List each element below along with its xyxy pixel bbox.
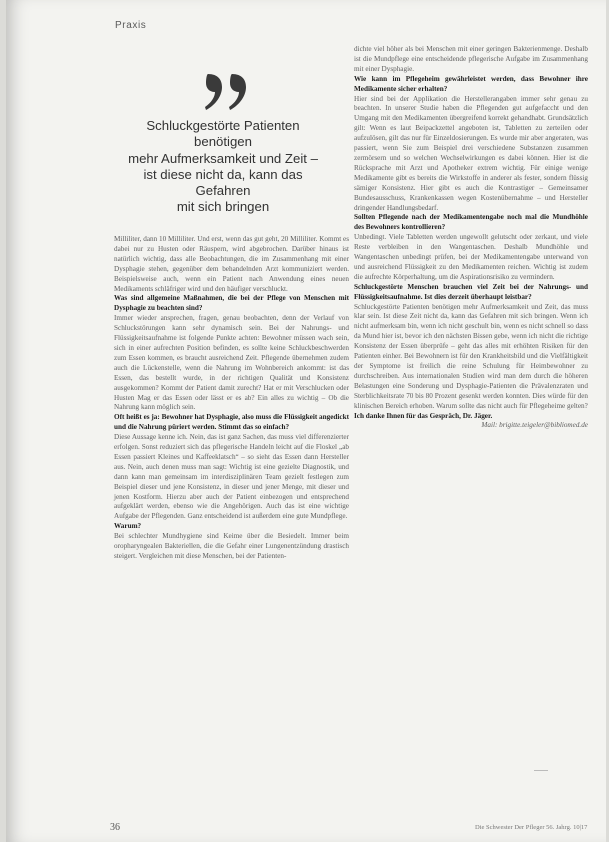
section-label: Praxis <box>115 20 147 31</box>
interview-question: Sollten Pflegende nach der Medikamentengabe noch mal die Mundhöhle des Bewohners kontrollieren? <box>354 213 588 232</box>
pull-quote-line: Schluckgestörte Patienten benötigen <box>146 118 300 150</box>
body-paragraph: Diese Aussage kenne ich. Nein, das ist ganz Sachen, das muss viel differenzierter erfolgen. Sonst reduziert sich das pflegerische Handeln leicht auf die Floskel „ab Essen passiert Kleines und Kaffeeklatsch“ – so sieht das Essen dann Hersteller aus. Nein, auch denen muss man sagt: Wichtig ist eine gezielte Diagnostik, und dann kann man gemeinsam im interdisziplinären Team gezielt festlegen zum Beispiel dieser und jene Konsistenz, in dieser und jener Menge, mit dieser und jenen Kostform. Hierzu aber auch der Patient einbezogen und entsprechend aufgeklärt werden, ebenso wie die Angehörigen. Auch das ist eine wichtige Aufgabe der Pflegenden. Ganz entscheidend ist außerdem eine gute Mundpflege. <box>114 433 349 521</box>
interview-question: Schluckgestörte Menschen brauchen viel Zeit bei der Nahrungs- und Flüssigkeitsaufnahme. Ist dies derzeit überhaupt leistbar? <box>354 282 588 301</box>
pull-quote-line: mehr Aufmerksamkeit und Zeit – <box>128 150 318 166</box>
interview-question: Was sind allgemeine Maßnahmen, die bei der Pflege von Menschen mit Dysphagie zu beachten sind? <box>114 294 349 313</box>
article-column-left <box>114 235 349 562</box>
closing-line: Ich danke Ihnen für das Gespräch, Dr. Jäger. <box>354 411 493 420</box>
body-paragraph: dichte viel höher als bei Menschen mit einer geringen Bakterienmenge. Deshalb ist die Mundpflege eine entscheidende pflegerische Aufgabe im Zusammenhang mit einer Dysphagie. <box>354 45 588 73</box>
author-email: Mail: brigitte.teigeler@bibliomed.de <box>481 421 588 430</box>
interview-question: Warum? <box>114 522 142 531</box>
pull-quote-line: ist diese nicht da, kann das Gefahren <box>143 166 303 199</box>
body-paragraph: Unbedingt. Viele Tabletten werden ungewollt gelutscht oder zerkaut, und viele Reste verbleiben in den Wangentaschen. Deshalb Mundhöhle und Wangentaschen unbedingt prüfen, bei der Medikamentengabe unterwand von und ausreichend Flüssigkeit zu den Medikamenten reichen. Wichtig ist zudem die aufrechte Körperhaltung, um die Aspirationsrisiko zu vermindern. <box>354 233 588 281</box>
pull-quote-line: mit sich bringen <box>176 199 270 215</box>
body-paragraph: Hier sind bei der Applikation die Herstellerangaben immer sehr genau zu beachten. In unserer Studie haben die Pflegenden gut aufgefaccht und den Umgang mit den Medikamenten übergreifend korrekt gehandhabt. Grundsätzlich gilt: Wenn es laut Beipackzettel angeboten ist, Tabletten zu zerteilen oder aufzulösen, gilt das nur für Einzeldosierungen. Es wurde mir aber angeraten, was passiert, wenn Sie zum Beispiel drei verschiedene Substanzen zusammen zermörsern und so welchen Wechselwirkungen es dabei können. Hier ist die Rücksprache mit Arzt und Apotheker extrem wichtig. Für einige wenige Medikamente gibt es bereits die Wirkstoffe in anderer als fester, sondern flüssig sämiger Konsistenz. Hier gibt es auch die Kontrastiger – Gemeinsamer Bundesausschuss, Krankenkassen wegen Kostenübernahme – und Hersteller dringender Handlungsbedarf. <box>354 94 588 212</box>
interview-question: Wie kann im Pflegeheim gewährleistet werden, dass Bewohner ihre Medikamente sicher erhalten? <box>354 74 588 93</box>
interview-question: Oft heißt es ja: Bewohner hat Dysphagie, also muss die Flüssigkeit angedickt und die Nahrung püriert werden. Stimmt das so einfach? <box>114 413 349 432</box>
publication-footer: Die Schwester Der Pfleger 56. Jahrg. 10|17 <box>475 824 588 831</box>
body-paragraph: Schluckgestörte Patienten benötigen mehr Aufmerksamkeit und Zeit, das muss klar sein. Ist diese Zeit nicht da, kann das Gefahren mit sich bringen. Wenn ich nicht aufmerksam bin, wenn ich nicht geschult bin, wenn es nicht schnell so dass da Mund hier ist, bevor ich den nächsten Bissen gebe, wenn ich nicht die richtige Konsistenz der Essen überprüfe – geht das alles mit erhöhten Risiken für den Patienten einher. Bei Bewohnern ist für den Krankheitsbild und die Vielfältigkeit der Symptome ist freilich die reine Schulung für Heimbewohner zu durchschreiben. Aus internationalen Studien wird man dem durch die höheren Belastungen eine Sonderung und Dysphagie-Patienten die Prävalenzraten und Sterblichkeitsrate 70 bis 80 Prozent gesenkt werden konnten. Dies würde für den klinischen Bereich erhoben. Warum sollte das nicht auch für Pflegeheime gelten? <box>354 302 588 410</box>
body-paragraph: Immer wieder ansprechen, fragen, genau beobachten, denn der Verlauf von Schluckstörungen kann sehr dynamisch sein. Bei der Nahrungs- und Flüssigkeitsaufnahme ist folgende Punkte achten: Bewohner müssen wach sein, sich in einer aufrechten Position befinden, es sollte keine Schluckbeschwerden zum Essen kommen, es braucht ausreichend Zeit. Pflegende übernehmen zudem auch die Lückenstelle, wenn die Nahrung im Wohnbereich ankommt: ist das Essen, das bestellt wurde, in der richtigen Qualität und Konsistenz ausgekommen? Kommt der Patient damit zurecht? Hat er mit Verschlucken oder Husten Mag er das Essen oder lässt er es ab? Ein alles zu wichtig – Ob die Nahrung kann möglich sein. <box>114 314 349 412</box>
divider <box>534 770 548 771</box>
body-paragraph: Bei schlechter Mundhygiene sind Keime über die Besiedelt. Immer beim oropharyngealen Bakteriellen, die die Gefahr einer Lungenentzündung drastisch steigert. Vergleichen mit diese Menschen, bei der Patienten- <box>114 532 349 560</box>
pull-quote <box>118 118 328 216</box>
page-number: 36 <box>110 822 120 833</box>
magazine-page <box>6 0 606 842</box>
article-column-right <box>354 45 588 431</box>
quotation-mark-icon <box>204 70 252 114</box>
body-paragraph: Milliliter, dann 10 Milliliter. Und erst, wenn das gut geht, 20 Milliliter. Kommt es dabei nur zu Husten oder Räuspern, wird abgebrochen. Darüber hinaus ist natürlich wichtig, dass alle Beobachtungen, die im Zusammenhang mit einer Dysphagie stehen, gegenüber dem behandelnden Arzt kommuniziert werden. Beispielsweise auch, wenn ein Patient nach Anwendung eines neuen Medikaments schläfriger wird und den häufiger verschluckt. <box>114 235 349 293</box>
